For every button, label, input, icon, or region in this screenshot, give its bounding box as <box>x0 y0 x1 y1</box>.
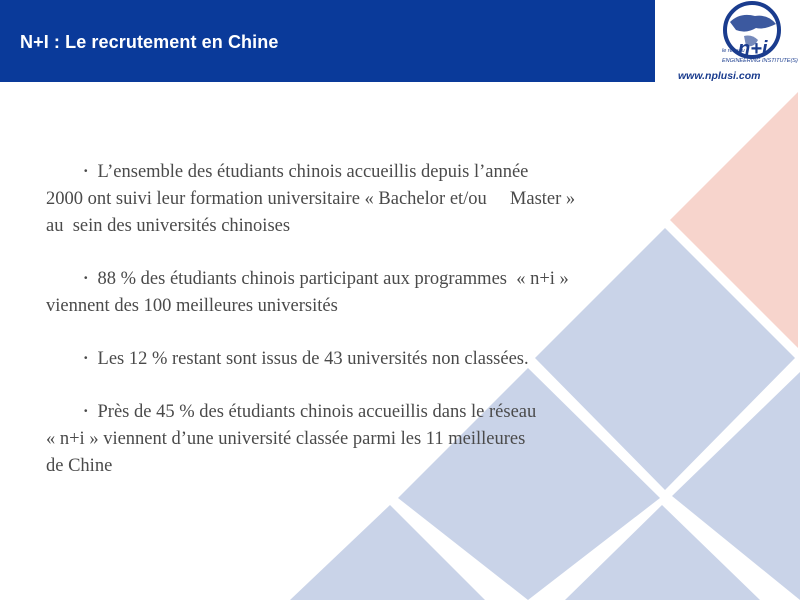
svg-text:le réseau: le réseau <box>722 48 745 54</box>
bullet-1 <box>46 158 706 240</box>
svg-text:ENGINEERING INSTITUTE(S): ENGINEERING INSTITUTE(S) <box>722 58 798 64</box>
bullet-line: 2000 ont suivi leur formation universitaire « Bachelor et/ou Master » <box>46 189 576 209</box>
bullet-line: • L’ensemble des étudiants chinois accueillis depuis l’année <box>84 162 529 182</box>
bullet-dot-icon: • <box>84 273 88 284</box>
bullet-line: • Près de 45 % des étudiants chinois accueillis dans le réseau <box>84 402 537 422</box>
bullet-line: • Les 12 % restant sont issus de 43 universités non classées. <box>84 349 529 369</box>
bullet-4 <box>46 398 706 480</box>
header-bar <box>0 0 655 82</box>
bullet-3 <box>46 345 706 373</box>
bullet-line: « n+i » viennent d’une université classée parmi les 11 meilleures <box>46 429 526 449</box>
logo-url: www.nplusi.com <box>678 70 761 82</box>
bullet-2 <box>46 265 706 320</box>
bullet-dot-icon: • <box>84 353 88 364</box>
bullet-line: viennent des 100 meilleures universités <box>46 296 338 316</box>
bullet-line: au sein des universités chinoises <box>46 216 291 236</box>
svg-text:n+i: n+i <box>738 38 768 60</box>
page-title: N+I : Le recrutement en Chine <box>20 32 279 52</box>
bullet-dot-icon: • <box>84 406 88 417</box>
bullet-line: • 88 % des étudiants chinois participant aux programmes « n+i » <box>84 269 569 289</box>
bullet-dot-icon: • <box>84 166 88 177</box>
logo <box>660 0 800 86</box>
bullet-line: de Chine <box>46 456 113 476</box>
